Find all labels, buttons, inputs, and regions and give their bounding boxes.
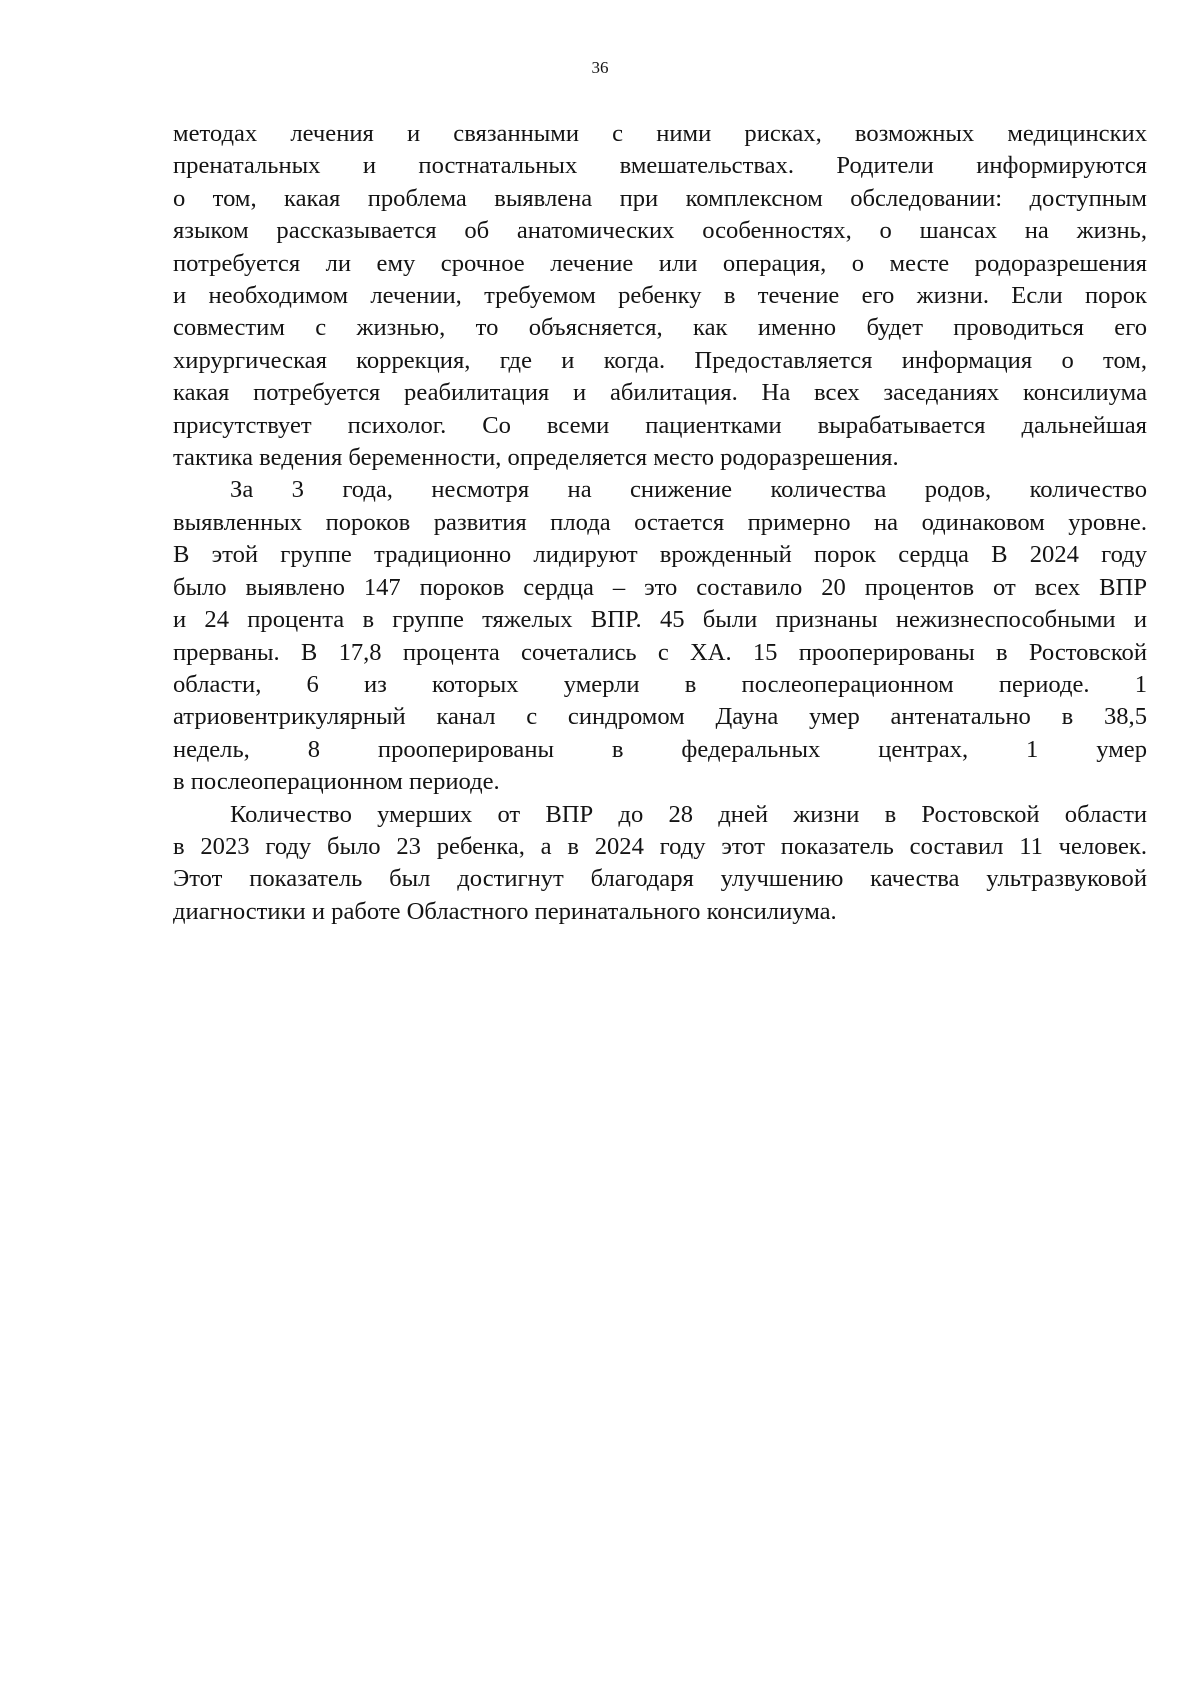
text-line: прерваны. В 17,8 процента сочетались с ХА. 15 прооперированы в Ростовской — [173, 638, 1147, 666]
text-line: атриовентрикулярный канал с синдромом Дауна умер антенатально в 38,5 — [173, 703, 1147, 731]
text-line: языком рассказывается об анатомических особенностях, о шансах на жизнь, — [173, 217, 1147, 245]
text-line: выявленных пороков развития плода остается примерно на одинаковом уровне. — [173, 508, 1147, 536]
text-line: о том, какая проблема выявлена при комплексном обследовании: доступным — [173, 184, 1147, 212]
text-line: диагностики и работе Областного перинатального консилиума. — [173, 897, 837, 925]
text-line: совместим с жизнью, то объясняется, как именно будет проводиться его — [173, 314, 1147, 342]
text-line: было выявлено 147 пороков сердца – это составило 20 процентов от всех ВПР — [173, 573, 1147, 601]
text-line: Этот показатель был достигнут благодаря улучшению качества ультразвуковой — [173, 865, 1147, 893]
text-line: В этой группе традиционно лидируют врожденный порок сердца В 2024 году — [173, 541, 1147, 569]
text-line: потребуется ли ему срочное лечение или операция, о месте родоразрешения — [173, 249, 1147, 277]
text-line: в послеоперационном периоде. — [173, 768, 500, 796]
text-line: в 2023 году было 23 ребенка, а в 2024 году этот показатель составил 11 человек. — [173, 832, 1147, 860]
text-line: хирургическая коррекция, где и когда. Предоставляется информация о том, — [173, 346, 1147, 374]
paragraph-3 — [173, 799, 1147, 929]
text-line: Количество умерших от ВПР до 28 дней жизни в Ростовской области — [230, 800, 1147, 828]
text-line: методах лечения и связанными с ними рисках, возможных медицинских — [173, 120, 1147, 147]
page-number: 36 — [591, 58, 609, 77]
text-line: какая потребуется реабилитация и абилитация. На всех заседаниях консилиума — [173, 379, 1147, 407]
text-line: присутствует психолог. Со всеми пациентками вырабатывается дальнейшая — [173, 411, 1147, 439]
text-line: пренатальных и постнатальных вмешательствах. Родители информируются — [173, 152, 1147, 180]
text-line: тактика ведения беременности, определяется место родоразрешения. — [173, 444, 899, 472]
body-text — [173, 118, 1147, 928]
text-line: и 24 процента в группе тяжелых ВПР. 45 были признаны нежизнеспособными и — [173, 606, 1147, 634]
text-line: недель, 8 прооперированы в федеральных центрах, 1 умер — [173, 735, 1147, 763]
paragraph-2 — [173, 474, 1147, 798]
text-line: За 3 года, несмотря на снижение количества родов, количество — [230, 476, 1147, 504]
text-line: и необходимом лечении, требуемом ребенку в течение его жизни. Если порок — [173, 282, 1147, 310]
paragraph-1 — [173, 118, 1147, 474]
text-line: области, 6 из которых умерли в послеоперационном периоде. 1 — [173, 670, 1147, 698]
